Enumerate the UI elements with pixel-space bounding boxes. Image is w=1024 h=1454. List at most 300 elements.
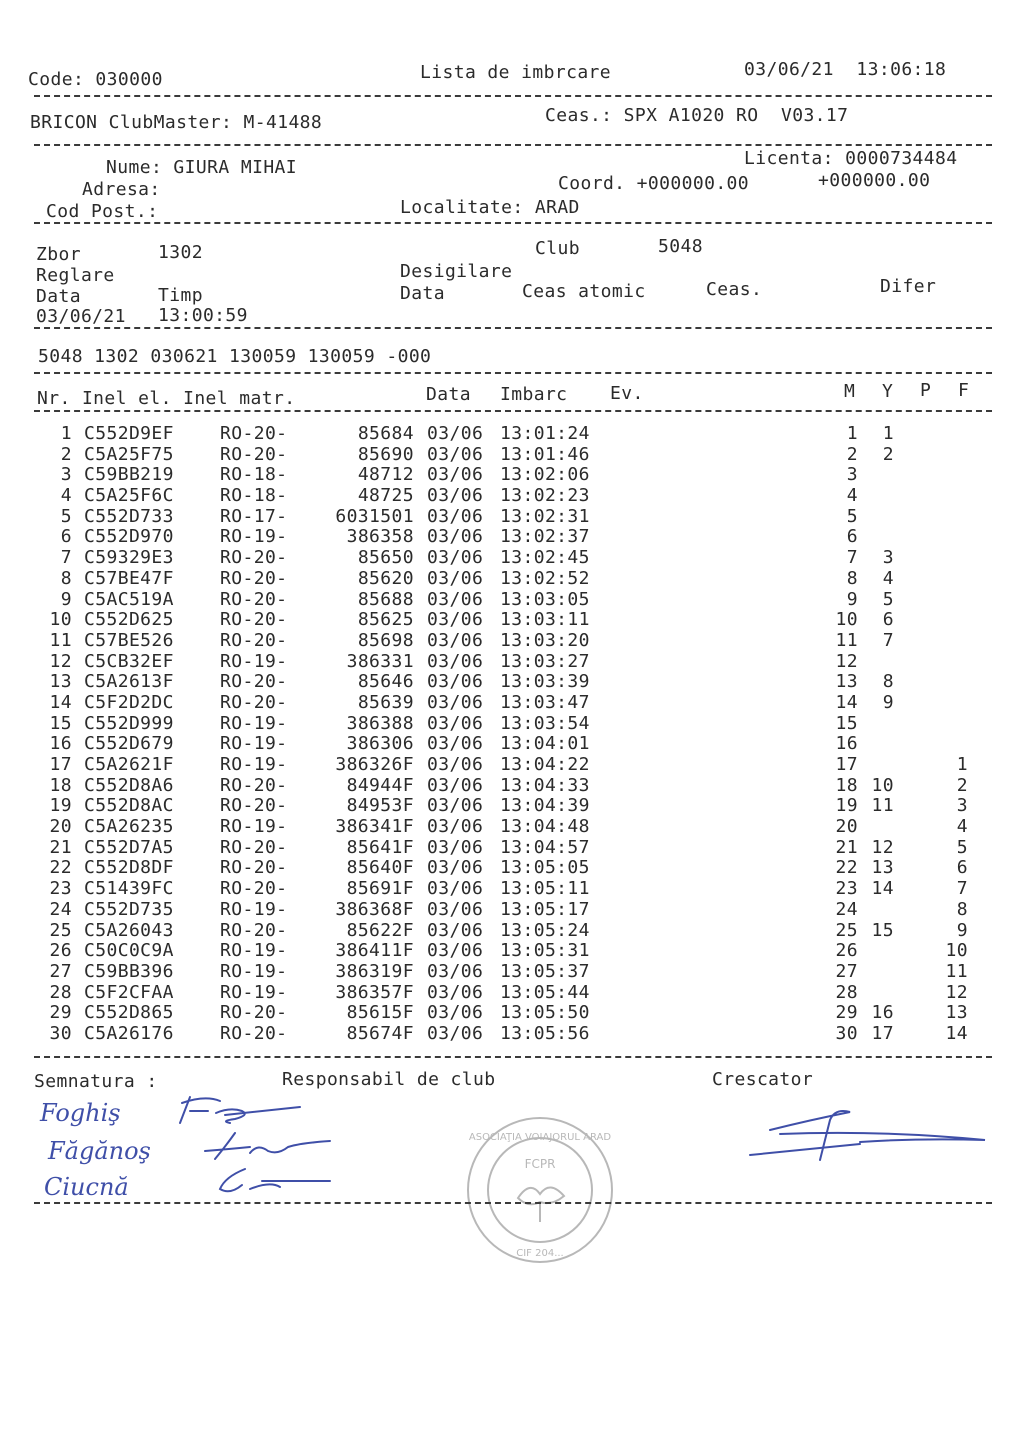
ring-prefix: RO-19-	[220, 712, 288, 734]
table-row	[0, 569, 1024, 590]
electronic-ring: C552D8A6	[84, 774, 174, 796]
ring-prefix: RO-20-	[220, 671, 288, 693]
electronic-ring: C552D865	[84, 1002, 174, 1024]
locality: Localitate: ARAD	[400, 197, 580, 218]
ring-prefix: RO-20-	[220, 919, 288, 941]
rank-f: 7	[956, 878, 968, 900]
arrival-date: 03/06	[427, 526, 484, 548]
rank-f: 9	[956, 919, 968, 941]
ring-prefix: RO-19-	[220, 940, 288, 962]
difference-label: Difer	[880, 276, 937, 297]
row-number: 17	[49, 754, 72, 775]
rank-y: 9	[882, 691, 894, 713]
arrival-date: 03/06	[427, 671, 484, 693]
divider	[34, 410, 992, 412]
ring-prefix: RO-19-	[220, 526, 288, 548]
electronic-ring: C552D7A5	[84, 836, 174, 858]
stamp-text-center: FCPR	[524, 1157, 556, 1171]
rank-m: 2	[846, 443, 858, 465]
reglare-time: 13:00:59	[158, 305, 248, 326]
table-row	[0, 1003, 1024, 1024]
row-number: 30	[49, 1022, 72, 1044]
rank-f: 14	[945, 1022, 968, 1044]
ring-prefix: RO-20-	[220, 567, 288, 589]
row-number: 23	[49, 878, 72, 900]
row-number: 19	[49, 795, 72, 817]
rank-m: 27	[835, 960, 858, 982]
arrival-time: 13:04:57	[500, 836, 590, 858]
row-number: 18	[49, 774, 72, 796]
rank-f: 5	[956, 836, 968, 858]
table-row	[0, 1024, 1024, 1045]
arrival-date: 03/06	[427, 733, 484, 755]
arrival-time: 13:02:45	[500, 547, 590, 569]
row-number: 11	[49, 629, 72, 651]
device-id: BRICON ClubMaster: M-41488	[30, 112, 323, 133]
rank-m: 3	[846, 464, 858, 486]
arrival-date: 03/06	[427, 795, 484, 817]
arrival-date: 03/06	[427, 836, 484, 858]
row-number: 29	[49, 1002, 72, 1024]
divider	[34, 327, 992, 329]
rank-m: 25	[835, 919, 858, 941]
row-number: 27	[49, 960, 72, 982]
rank-f: 6	[956, 857, 968, 879]
ring-prefix: RO-20-	[220, 443, 288, 465]
stamp-text-top: ASOCIAŢIA VOIAJORUL ARAD	[468, 1132, 612, 1143]
rank-m: 23	[835, 878, 858, 900]
document-title: Lista de imbrcare	[420, 62, 612, 83]
rank-m: 10	[835, 609, 858, 631]
arrival-date: 03/06	[427, 464, 484, 486]
arrival-date: 03/06	[427, 1002, 484, 1024]
ring-prefix: RO-20-	[220, 836, 288, 858]
arrival-time: 13:02:06	[500, 464, 590, 486]
arrival-date: 03/06	[427, 691, 484, 713]
rank-m: 4	[846, 485, 858, 507]
table-row	[0, 776, 1024, 797]
ring-number: 85690	[357, 443, 414, 465]
ring-number: 85620	[357, 567, 414, 589]
rank-m: 6	[846, 526, 858, 548]
arrival-date: 03/06	[427, 960, 484, 982]
arrival-date: 03/06	[427, 650, 484, 672]
club-stamp	[460, 1110, 620, 1270]
table-row	[0, 858, 1024, 879]
table-row	[0, 755, 1024, 776]
table-row	[0, 590, 1024, 611]
ring-number: 85698	[357, 629, 414, 651]
rank-f: 3	[956, 795, 968, 817]
data-label: Data	[36, 286, 81, 307]
row-number: 21	[49, 836, 72, 858]
row-number: 5	[60, 505, 72, 527]
time-label: Timp	[158, 285, 203, 306]
table-row	[0, 631, 1024, 652]
arrival-date: 03/06	[427, 629, 484, 651]
table-row	[0, 424, 1024, 445]
flight-label: Zbor	[36, 244, 81, 265]
electronic-ring: C5F2CFAA	[84, 981, 174, 1003]
electronic-ring: C552D679	[84, 733, 174, 755]
ring-number: 85615F	[346, 1002, 414, 1024]
electronic-ring: C51439FC	[84, 878, 174, 900]
rank-y: 11	[871, 795, 894, 817]
table-row	[0, 796, 1024, 817]
rank-m: 29	[835, 1002, 858, 1024]
rank-m: 13	[835, 671, 858, 693]
arrival-date: 03/06	[427, 567, 484, 589]
electronic-ring: C552D8DF	[84, 857, 174, 879]
flight-number: 1302	[158, 242, 203, 263]
clock-label: Ceas.	[706, 279, 763, 300]
ring-prefix: RO-20-	[220, 795, 288, 817]
ring-prefix: RO-20-	[220, 878, 288, 900]
electronic-ring: C5F2D2DC	[84, 691, 174, 713]
ring-number: 48712	[357, 464, 414, 486]
ring-number: 85684	[357, 423, 414, 444]
arrival-time: 13:05:11	[500, 878, 590, 900]
electronic-ring: C552D9EF	[84, 423, 174, 444]
ring-number: 85641F	[346, 836, 414, 858]
arrival-date: 03/06	[427, 898, 484, 920]
rank-m: 5	[846, 505, 858, 527]
row-number: 6	[60, 526, 72, 548]
ring-prefix: RO-19-	[220, 960, 288, 982]
ring-prefix: RO-20-	[220, 691, 288, 713]
ring-prefix: RO-20-	[220, 857, 288, 879]
ring-number: 85646	[357, 671, 414, 693]
row-number: 10	[49, 609, 72, 631]
arrival-date: 03/06	[427, 919, 484, 941]
rank-m: 26	[835, 940, 858, 962]
arrival-date: 03/06	[427, 857, 484, 879]
table-row	[0, 838, 1024, 859]
address-label: Adresa:	[82, 179, 161, 200]
table-row	[0, 879, 1024, 900]
row-number: 3	[60, 464, 72, 486]
ring-prefix: RO-20-	[220, 588, 288, 610]
row-number: 20	[49, 816, 72, 838]
column-header-y: Y	[882, 381, 894, 402]
ring-prefix: RO-19-	[220, 816, 288, 838]
breeder-label: Crescator	[712, 1069, 814, 1090]
coordinates-label: Coord. +000000.00	[558, 173, 750, 194]
row-number: 14	[49, 691, 72, 713]
arrival-date: 03/06	[427, 609, 484, 631]
rank-y: 10	[871, 774, 894, 796]
ring-number: 386388	[346, 712, 414, 734]
table-row	[0, 527, 1024, 548]
rank-m: 9	[846, 588, 858, 610]
arrival-time: 13:04:22	[500, 754, 590, 775]
rank-y: 13	[871, 857, 894, 879]
arrival-date: 03/06	[427, 1022, 484, 1044]
ring-prefix: RO-20-	[220, 774, 288, 796]
row-number: 2	[60, 443, 72, 465]
electronic-ring: C552D733	[84, 505, 174, 527]
row-number: 25	[49, 919, 72, 941]
rank-m: 28	[835, 981, 858, 1003]
row-number: 16	[49, 733, 72, 755]
electronic-ring: C5AC519A	[84, 588, 174, 610]
ring-prefix: RO-18-	[220, 464, 288, 486]
rank-y: 4	[882, 567, 894, 589]
ring-prefix: RO-20-	[220, 547, 288, 569]
rank-f: 11	[945, 960, 968, 982]
rank-y: 14	[871, 878, 894, 900]
table-row	[0, 734, 1024, 755]
table-row	[0, 652, 1024, 673]
electronic-ring: C50C0C9A	[84, 940, 174, 962]
rank-y: 15	[871, 919, 894, 941]
row-number: 4	[60, 485, 72, 507]
electronic-ring: C5A25F75	[84, 443, 174, 465]
ring-number: 386368F	[335, 898, 414, 920]
arrival-date: 03/06	[427, 816, 484, 838]
rank-f: 4	[956, 816, 968, 838]
arrival-time: 13:05:50	[500, 1002, 590, 1024]
ring-number: 85622F	[346, 919, 414, 941]
arrival-time: 13:03:47	[500, 691, 590, 713]
rank-y: 1	[882, 423, 894, 444]
ring-prefix: RO-19-	[220, 898, 288, 920]
electronic-ring: C552D625	[84, 609, 174, 631]
desigilare-label: Desigilare	[400, 261, 513, 282]
arrival-time: 13:02:31	[500, 505, 590, 527]
ring-prefix: RO-17-	[220, 505, 288, 527]
electronic-ring: C59329E3	[84, 547, 174, 569]
row-number: 1	[60, 423, 72, 444]
rank-f: 2	[956, 774, 968, 796]
ring-number: 85650	[357, 547, 414, 569]
ring-prefix: RO-18-	[220, 485, 288, 507]
ring-prefix: RO-20-	[220, 423, 288, 444]
ring-prefix: RO-19-	[220, 733, 288, 755]
club-responsible-label: Responsabil de club	[282, 1069, 496, 1090]
handwritten-name-3: Ciucnă	[44, 1173, 129, 1201]
rank-m: 19	[835, 795, 858, 817]
table-row	[0, 983, 1024, 1004]
arrival-time: 13:03:39	[500, 671, 590, 693]
row-number: 7	[60, 547, 72, 569]
data-label-2: Data	[400, 283, 445, 304]
row-number: 15	[49, 712, 72, 734]
electronic-ring: C5A2613F	[84, 671, 174, 693]
column-header-f: F	[958, 380, 970, 401]
divider	[34, 222, 992, 224]
rank-m: 8	[846, 567, 858, 589]
ring-number: 84953F	[346, 795, 414, 817]
divider	[34, 95, 992, 97]
electronic-ring: C59BB396	[84, 960, 174, 982]
table-row	[0, 672, 1024, 693]
ring-number: 386306	[346, 733, 414, 755]
table-row	[0, 900, 1024, 921]
rank-m: 15	[835, 712, 858, 734]
arrival-time: 13:04:33	[500, 774, 590, 796]
electronic-ring: C59BB219	[84, 464, 174, 486]
rank-m: 11	[835, 629, 858, 651]
arrival-date: 03/06	[427, 588, 484, 610]
row-number: 24	[49, 898, 72, 920]
table-row	[0, 507, 1024, 528]
arrival-date: 03/06	[427, 423, 484, 444]
coordinates-second: +000000.00	[818, 170, 931, 191]
arrival-time: 13:05:05	[500, 857, 590, 879]
rank-m: 12	[835, 650, 858, 672]
table-row	[0, 610, 1024, 631]
club-number: 5048	[658, 236, 703, 257]
electronic-ring: C552D970	[84, 526, 174, 548]
arrival-time: 13:02:37	[500, 526, 590, 548]
rank-y: 16	[871, 1002, 894, 1024]
rank-f: 8	[956, 898, 968, 920]
electronic-ring: C57BE526	[84, 629, 174, 651]
rank-f: 13	[945, 1002, 968, 1024]
arrival-date: 03/06	[427, 878, 484, 900]
row-number: 8	[60, 567, 72, 589]
rank-y: 3	[882, 547, 894, 569]
ring-number: 84944F	[346, 774, 414, 796]
rank-m: 24	[835, 898, 858, 920]
arrival-date: 03/06	[427, 774, 484, 796]
divider	[34, 372, 992, 374]
rank-y: 8	[882, 671, 894, 693]
arrival-time: 13:04:48	[500, 816, 590, 838]
ring-number: 48725	[357, 485, 414, 507]
arrival-time: 13:01:46	[500, 443, 590, 465]
column-header-m: M	[844, 381, 856, 402]
handwritten-name-1: Foghiş	[40, 1099, 121, 1127]
table-row	[0, 817, 1024, 838]
arrival-date: 03/06	[427, 485, 484, 507]
arrival-time: 13:05:24	[500, 919, 590, 941]
reglare-label: Reglare	[36, 265, 115, 286]
ring-number: 85688	[357, 588, 414, 610]
rank-y: 17	[871, 1022, 894, 1044]
column-header-ev: Ev.	[610, 383, 644, 404]
electronic-ring: C5CB32EF	[84, 650, 174, 672]
arrival-date: 03/06	[427, 712, 484, 734]
arrival-date: 03/06	[427, 981, 484, 1003]
license-number: Licenta: 0000734484	[744, 148, 958, 169]
arrival-time: 13:05:31	[500, 940, 590, 962]
rank-m: 1	[846, 423, 858, 444]
table-row	[0, 714, 1024, 735]
rank-f: 10	[945, 940, 968, 962]
ring-number: 386358	[346, 526, 414, 548]
ring-number: 386326F	[335, 754, 414, 775]
table-row	[0, 465, 1024, 486]
arrival-time: 13:02:52	[500, 567, 590, 589]
handwritten-signatures	[30, 1085, 360, 1205]
arrival-date: 03/06	[427, 940, 484, 962]
electronic-ring: C552D999	[84, 712, 174, 734]
club-label: Club	[535, 238, 580, 259]
ring-number: 386341F	[335, 816, 414, 838]
ring-prefix: RO-19-	[220, 650, 288, 672]
rank-y: 5	[882, 588, 894, 610]
table-row	[0, 445, 1024, 466]
pigeon-table	[0, 424, 1024, 1045]
row-number: 13	[49, 671, 72, 693]
ring-number: 386319F	[335, 960, 414, 982]
rank-y: 2	[882, 443, 894, 465]
owner-name: Nume: GIURA MIHAI	[106, 157, 298, 178]
clock-id: Ceas.: SPX A1020 RO V03.17	[545, 105, 849, 126]
ring-prefix: RO-20-	[220, 1022, 288, 1044]
handwritten-name-2: Făgănoş	[48, 1137, 151, 1165]
arrival-time: 13:02:23	[500, 485, 590, 507]
divider	[34, 144, 992, 146]
signature-label: Semnatura :	[34, 1071, 158, 1092]
ring-prefix: RO-20-	[220, 1002, 288, 1024]
electronic-ring: C57BE47F	[84, 567, 174, 589]
divider	[34, 1202, 992, 1204]
rank-m: 30	[835, 1022, 858, 1044]
arrival-time: 13:04:01	[500, 733, 590, 755]
ring-prefix: RO-19-	[220, 981, 288, 1003]
arrival-time: 13:01:24	[500, 423, 590, 444]
breeder-signature	[740, 1100, 990, 1170]
arrival-date: 03/06	[427, 505, 484, 527]
rank-m: 17	[835, 754, 858, 775]
table-row	[0, 693, 1024, 714]
row-number: 9	[60, 588, 72, 610]
rank-y: 7	[882, 629, 894, 651]
table-row	[0, 921, 1024, 942]
arrival-time: 13:05:44	[500, 981, 590, 1003]
rank-m: 7	[846, 547, 858, 569]
ring-number: 386357F	[335, 981, 414, 1003]
ring-number: 85691F	[346, 878, 414, 900]
arrival-date: 03/06	[427, 443, 484, 465]
ring-prefix: RO-20-	[220, 609, 288, 631]
arrival-time: 13:03:20	[500, 629, 590, 651]
atomic-clock-label: Ceas atomic	[522, 281, 646, 302]
ring-number: 85639	[357, 691, 414, 713]
print-datetime: 03/06/21 13:06:18	[744, 59, 947, 80]
rank-m: 22	[835, 857, 858, 879]
row-number: 22	[49, 857, 72, 879]
row-number: 28	[49, 981, 72, 1003]
ring-number: 6031501	[335, 505, 414, 527]
ring-number: 85674F	[346, 1022, 414, 1044]
column-header-imbarc: Imbarc	[500, 384, 568, 405]
table-row	[0, 548, 1024, 569]
ring-prefix: RO-19-	[220, 754, 288, 775]
column-header-p: P	[920, 380, 932, 401]
table-row	[0, 962, 1024, 983]
rank-y: 12	[871, 836, 894, 858]
arrival-time: 13:05:56	[500, 1022, 590, 1044]
rank-m: 20	[835, 816, 858, 838]
ring-number: 386331	[346, 650, 414, 672]
electronic-ring: C552D735	[84, 898, 174, 920]
electronic-ring: C5A26176	[84, 1022, 174, 1044]
rank-f: 1	[956, 754, 968, 775]
ring-number: 386411F	[335, 940, 414, 962]
arrival-date: 03/06	[427, 754, 484, 775]
code-label: Code: 030000	[28, 69, 163, 90]
rank-m: 14	[835, 691, 858, 713]
electronic-ring: C5A25F6C	[84, 485, 174, 507]
arrival-time: 13:03:11	[500, 609, 590, 631]
electronic-ring: C5A26043	[84, 919, 174, 941]
rank-m: 18	[835, 774, 858, 796]
rank-m: 21	[835, 836, 858, 858]
